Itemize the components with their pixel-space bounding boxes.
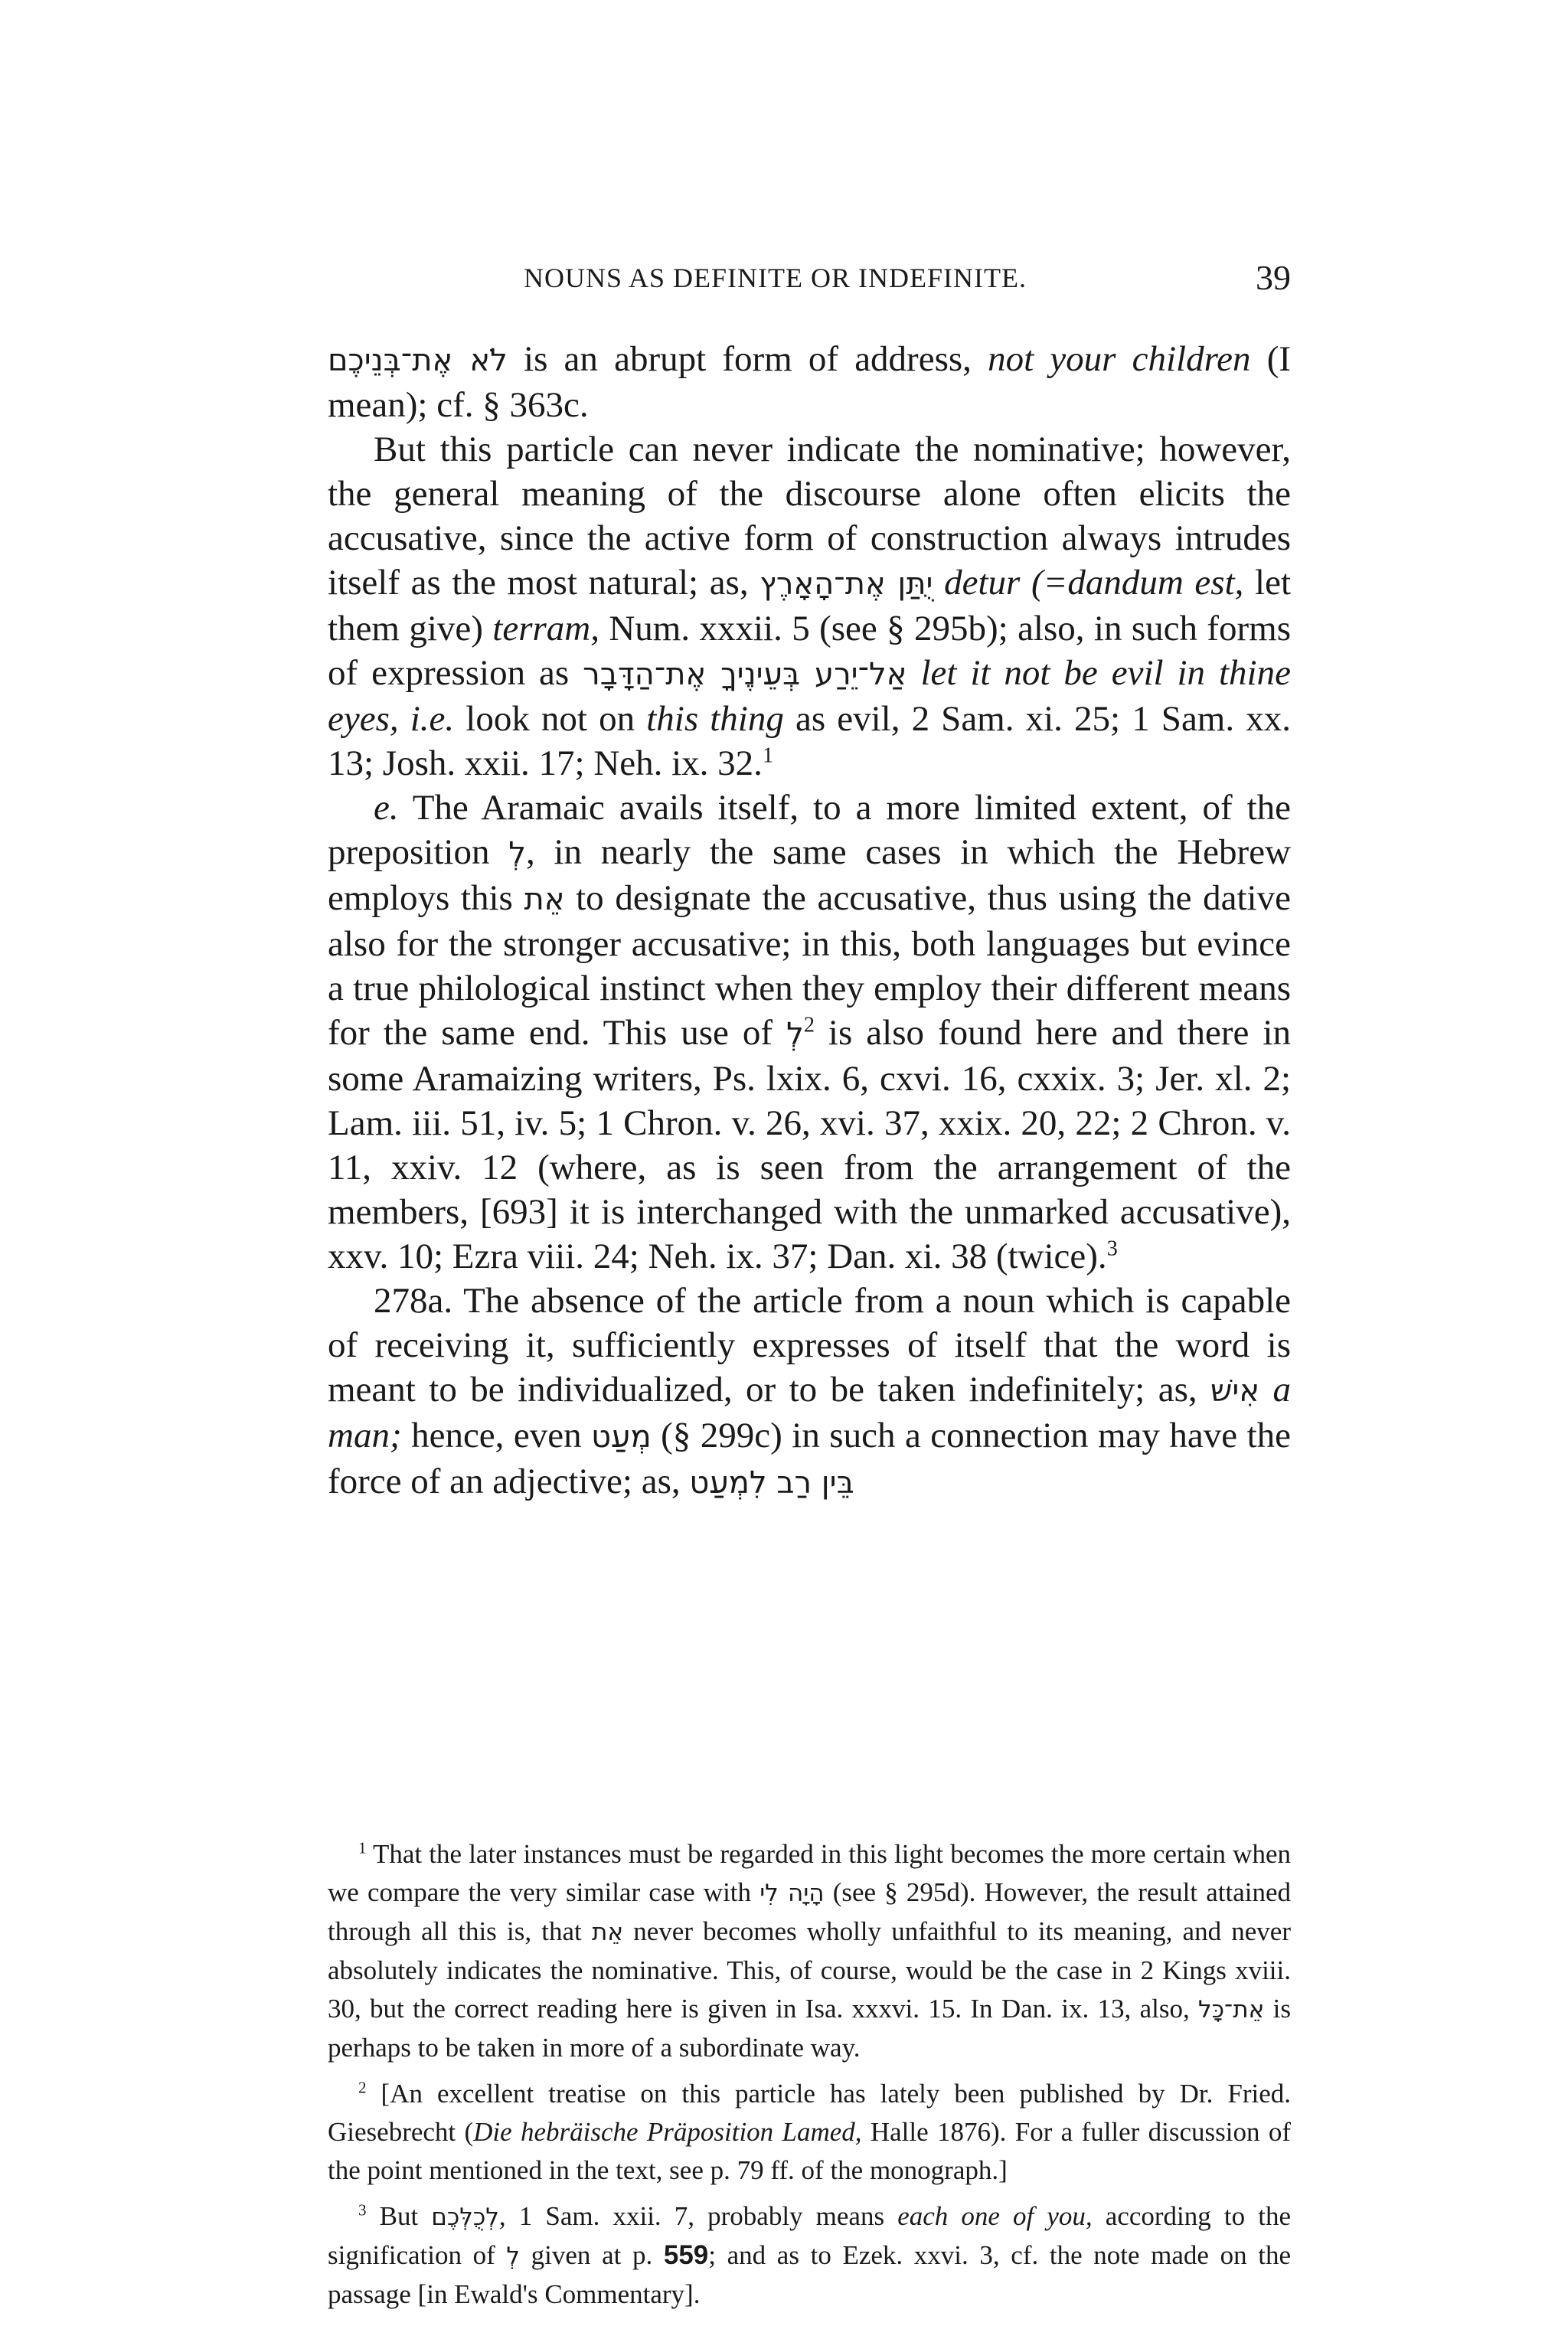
- hebrew-phrase: יֻתַּן אֶת־הָאָרֶץ: [760, 567, 933, 602]
- hebrew-phrase: לְכֻלְּכֶם: [431, 2203, 499, 2231]
- hebrew-phrase: לְ: [506, 2243, 521, 2270]
- hebrew-phrase: אִישׁ: [1210, 1374, 1260, 1409]
- footnote-number: 3: [358, 2200, 367, 2220]
- page-header: [328, 257, 1291, 306]
- hebrew-phrase: אֵת: [524, 882, 565, 917]
- section-label: e.: [374, 788, 399, 828]
- paragraph-article-absence: 278a. The absence of the article from a noun which is capable of receiving it, sufficiently expresses of itself that the word is meant to be individualized, or to be taken indefinitely; as, אִישׁ a man; hence, even מְעַט (§ 299c) in such a connection may have the force of an adjective; as, בֵּין רַב לִמְעַט: [328, 1281, 1291, 1501]
- footnote-number: 1: [358, 1838, 367, 1857]
- hebrew-phrase: בֵּין רַב לִמְעַט: [689, 1465, 854, 1501]
- page-number: 39: [1256, 258, 1291, 297]
- main-text: [328, 337, 1291, 1505]
- hebrew-phrase: לְ: [508, 836, 526, 871]
- hebrew-phrase: אֵת־כָּל: [1198, 1996, 1265, 2024]
- hebrew-phrase: אַל־יֵרַע בְּעֵינֶיךָ אֶת־הַדָּבָר: [583, 657, 907, 692]
- footnotes: [328, 1835, 1291, 2321]
- section-label: 278a.: [374, 1281, 453, 1321]
- footnote-ref: 2: [803, 1013, 815, 1037]
- paragraph-abrupt-address: לֹא אֶת־בְּנֵיכֶם is an abrupt form of address, not your children (I mean); cf. § 363c.: [328, 339, 1292, 425]
- footnote-2: $^2$ [An excellent treatise on this particle has lately been published by Dr. Fried. Giesebrecht (Die hebräische Präposition Lamed, Halle 1876). For a fuller discussion of the point mentioned in the text, see p. 79 ff. of the monograph.]: [328, 2078, 1291, 2185]
- footnote-3: $^3$ But לְכֻלְּכֶם, 1 Sam. xxii. 7, probably means each one of you, according to the signification of לְ given at p. 559; and as to Ezek. xxvi. 3, cf. the note made on the passage [in Ewald's Commentary].: [328, 2200, 1291, 2309]
- footnote-1: $^1$ That the later instances must be regarded in this light becomes the more certain when we compare the very similar case with הָיָה לִי (see § 295d). However, the result attained through all this is, that אֵת never becomes wholly unfaithful to its meaning, and never absolutely indicates the nominative. This, of course, would be the case in 2 Kings xviii. 30, but the correct reading here is given in Isa. xxxvi. 15. In Dan. ix. 13, also, אֵת־כָּל is perhaps to be taken in more of a subordinate way.: [328, 1838, 1291, 2063]
- footnote-ref: 1: [762, 743, 774, 768]
- hebrew-phrase: אֵת: [591, 1919, 624, 1946]
- hebrew-phrase: הָיָה לִי: [760, 1880, 825, 1907]
- paragraph-nominative: But this particle can never indicate the nominative; however, the general meaning of the discourse alone often elicits the accusative, since the active form of construction always intrudes itself as the most natural; as, יֻתַּן אֶת־הָאָרֶץ detur (=dandum est, let them give) terram, Num. xxxii. 5 (see § 295b); also, in such forms of expression as אַל־יֵרַע בְּעֵינֶיךָ אֶת־הַדָּבָר let it not be evil in thine eyes, i.e. look not on this thing as evil, 2 Sam. xi. 25; 1 Sam. xx. 13; Josh. xxii. 17; Neh. ix. 32.$^1$: [328, 430, 1292, 783]
- hebrew-phrase: לֹא אֶת־בְּנֵיכֶם: [328, 343, 508, 378]
- page-reference: 559: [663, 2240, 709, 2270]
- hebrew-phrase: מְעַט: [591, 1419, 652, 1455]
- running-head: NOUNS AS DEFINITE OR INDEFINITE.: [524, 263, 1027, 293]
- footnote-number: 2: [358, 2078, 367, 2097]
- paragraph-aramaic: e. The Aramaic avails itself, to a more limited extent, of the preposition לְ, in nearly the same cases in which the Hebrew employs this אֵת to designate the accusative, thus using the dative also for the stronger accusative; in this, both languages but evince a true philological instinct when they employ their different means for the same end. This use of לְ$^2$ is also found here and there in some Aramaizing writers, Ps. lxix. 6, cxvi. 16, cxxix. 3; Jer. xl. 2; Lam. iii. 51, iv. 5; 1 Chron. v. 26, xvi. 37, xxix. 20, 22; 2 Chron. v. 11, xxiv. 12 (where, as is seen from the arrangement of the members, [693] it is interchanged with the unmarked accusative), xxv. 10; Ezra viii. 24; Neh. ix. 37; Dan. xi. 38 (twice).$^3$: [328, 788, 1291, 1276]
- hebrew-phrase: לְ: [786, 1017, 804, 1052]
- footnote-ref: 3: [1106, 1236, 1118, 1261]
